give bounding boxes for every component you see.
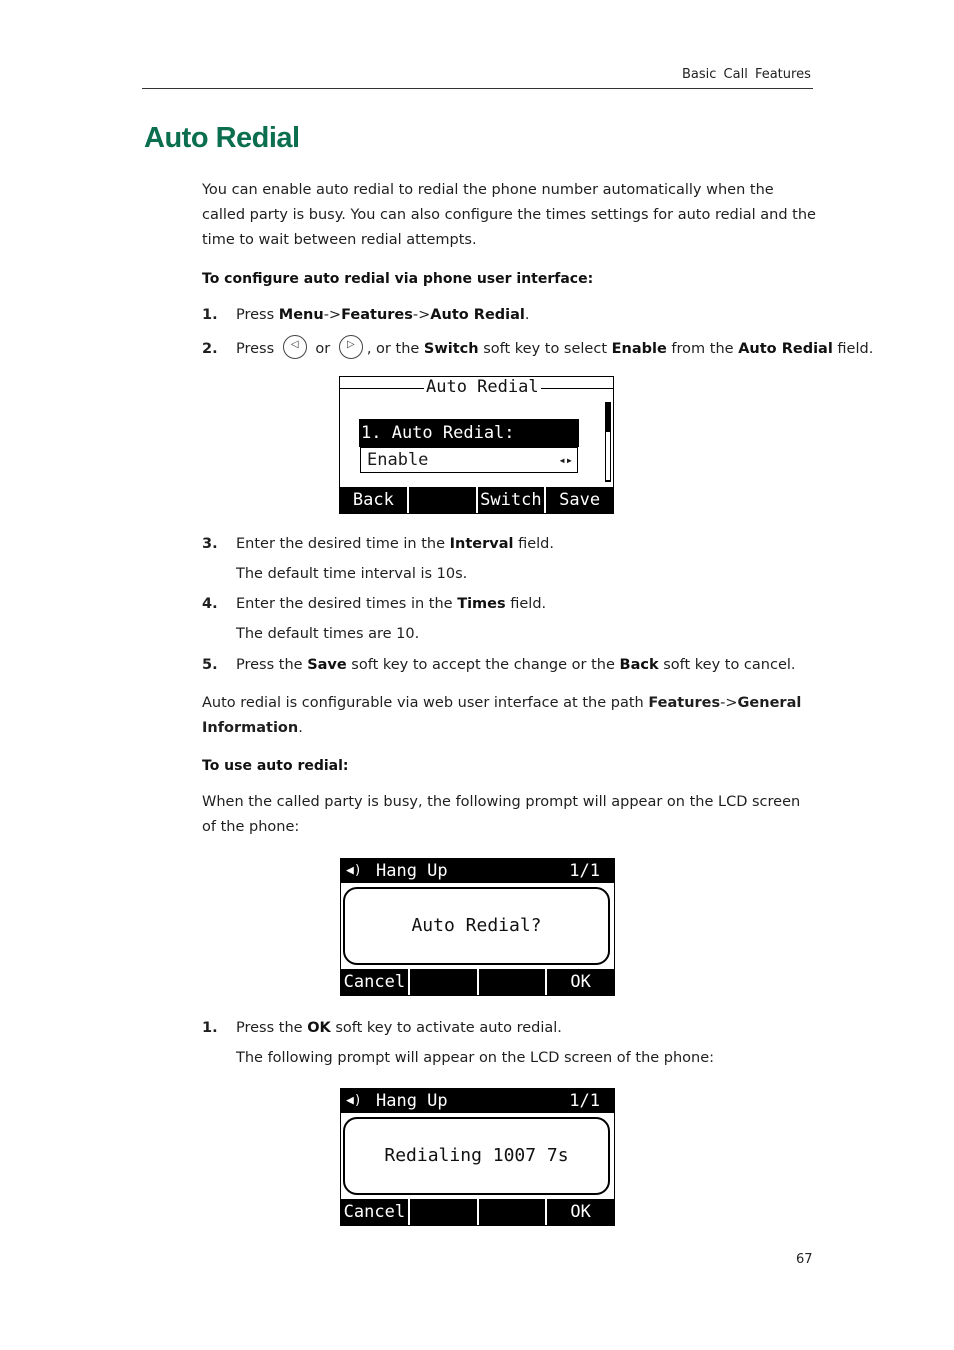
lcd-redialing-prompt	[340, 1088, 615, 1226]
right-nav-key-icon: ▷	[339, 335, 363, 359]
softkey-save: Save	[559, 490, 601, 510]
softkey-empty	[410, 1199, 479, 1225]
features-key: Features	[341, 307, 413, 323]
softkey-empty	[479, 1199, 548, 1225]
step-number: 2.	[202, 341, 218, 357]
left-right-arrows-icon: ◂▸	[558, 453, 573, 467]
step-text: Press	[236, 341, 275, 357]
step-1	[202, 307, 822, 323]
step-number: 4.	[202, 596, 218, 612]
step-4-note: The default times are 10.	[236, 626, 420, 642]
step-text: field.	[513, 536, 554, 552]
lcd-message-box: Auto Redial?	[343, 887, 610, 965]
auto-redial-field: Auto Redial	[738, 341, 833, 357]
softkey-empty	[409, 487, 478, 513]
step-number: 1.	[202, 307, 218, 323]
step-text: soft key to activate auto redial.	[330, 1020, 562, 1036]
step-text: field.	[505, 596, 547, 612]
ok-key: OK	[307, 1020, 331, 1036]
lcd-softkey-bar	[340, 487, 613, 513]
step-text: soft key to select	[478, 341, 612, 357]
lcd-softkey-bar	[341, 969, 614, 995]
interval-field: Interval	[449, 536, 514, 552]
step-text: Enter the desired times in the	[236, 596, 458, 612]
times-field: Times	[457, 596, 506, 612]
step-5	[202, 657, 822, 673]
step-text: Press the	[236, 1020, 308, 1036]
step-text: Press the	[236, 657, 308, 673]
switch-key: Switch	[423, 341, 479, 357]
softkey-cancel: Cancel	[341, 1199, 410, 1225]
use-intro: When the called party is busy, the following prompt will appear on the LCD screen of the phone:	[202, 794, 801, 835]
step-4	[202, 596, 822, 612]
lcd-page-indicator: 1/1	[569, 1091, 600, 1111]
step-2	[202, 337, 874, 361]
step-text: soft key to cancel.	[658, 657, 796, 673]
softkey-empty	[479, 969, 548, 995]
separator: ->	[412, 307, 431, 323]
separator: ->	[323, 307, 342, 323]
lcd-auto-redial-settings	[339, 376, 614, 514]
softkey-ok: OK	[570, 1202, 591, 1222]
step-text: soft key to accept the change or the	[346, 657, 620, 673]
configure-heading: To configure auto redial via phone user interface:	[202, 271, 594, 287]
step-text: Enter the desired time in the	[236, 536, 450, 552]
softkey-ok: OK	[570, 972, 591, 992]
left-nav-key-icon: ◁	[283, 335, 307, 359]
running-header: Basic Call Features	[682, 67, 811, 82]
step-text: , or the	[366, 341, 424, 357]
note-text: .	[298, 720, 303, 736]
lcd-titlebar	[340, 377, 613, 401]
lcd-title: Hang Up	[376, 861, 448, 881]
step-number: 3.	[202, 536, 218, 552]
lcd-page-indicator: 1/1	[569, 861, 600, 881]
header-rule	[142, 88, 813, 89]
separator: ->	[720, 695, 738, 711]
general-information-path: General Information	[202, 695, 802, 736]
step-3-note: The default time interval is 10s.	[236, 566, 468, 582]
speaker-icon: ◀)	[346, 863, 362, 878]
step-text: or	[315, 341, 331, 357]
step-text: .	[524, 307, 530, 323]
use-heading: To use auto redial:	[202, 758, 349, 774]
use-step-1	[202, 1020, 822, 1036]
step-3	[202, 536, 822, 552]
use-step-1-note: The following prompt will appear on the LCD screen of the phone:	[236, 1050, 715, 1066]
softkey-cancel: Cancel	[341, 969, 410, 995]
speaker-icon: ◀)	[346, 1093, 362, 1108]
note-text: Auto redial is configurable via web user interface at the path	[202, 695, 649, 711]
lcd-topbar	[341, 859, 614, 883]
lcd-softkey-bar	[341, 1199, 614, 1225]
lcd-title: Hang Up	[376, 1091, 448, 1111]
step-text: Press	[236, 307, 279, 323]
intro-paragraph: You can enable auto redial to redial the phone number automatically when the called party is busy. You can also configure the times settings for auto redial and the time to wait between redial attempts.	[202, 182, 816, 248]
lcd-message-box: Redialing 1007 7s	[343, 1117, 610, 1195]
step-number: 1.	[202, 1020, 218, 1036]
back-key: Back	[619, 657, 659, 673]
step-text: field.	[832, 341, 874, 357]
step-number: 5.	[202, 657, 218, 673]
save-key: Save	[307, 657, 347, 673]
enable-option: Enable	[611, 341, 667, 357]
section-title: Auto Redial	[144, 122, 300, 154]
softkey-switch: Switch	[478, 487, 547, 513]
softkey-empty	[410, 969, 479, 995]
softkey-back: Back	[340, 487, 409, 513]
auto-redial-key: Auto Redial	[430, 307, 525, 323]
step-text: from the	[666, 341, 739, 357]
lcd-selected-row: 1. Auto Redial:	[359, 419, 579, 447]
lcd-scrollbar	[605, 402, 611, 482]
web-ui-note	[202, 691, 817, 741]
features-path: Features	[648, 695, 721, 711]
page-number: 67	[796, 1252, 813, 1267]
lcd-topbar	[341, 1089, 614, 1113]
lcd-title: Auto Redial	[426, 377, 539, 397]
lcd-auto-redial-prompt	[340, 858, 615, 996]
menu-key: Menu	[278, 307, 324, 323]
lcd-value: Enable	[367, 450, 429, 470]
lcd-value-field	[360, 447, 578, 473]
